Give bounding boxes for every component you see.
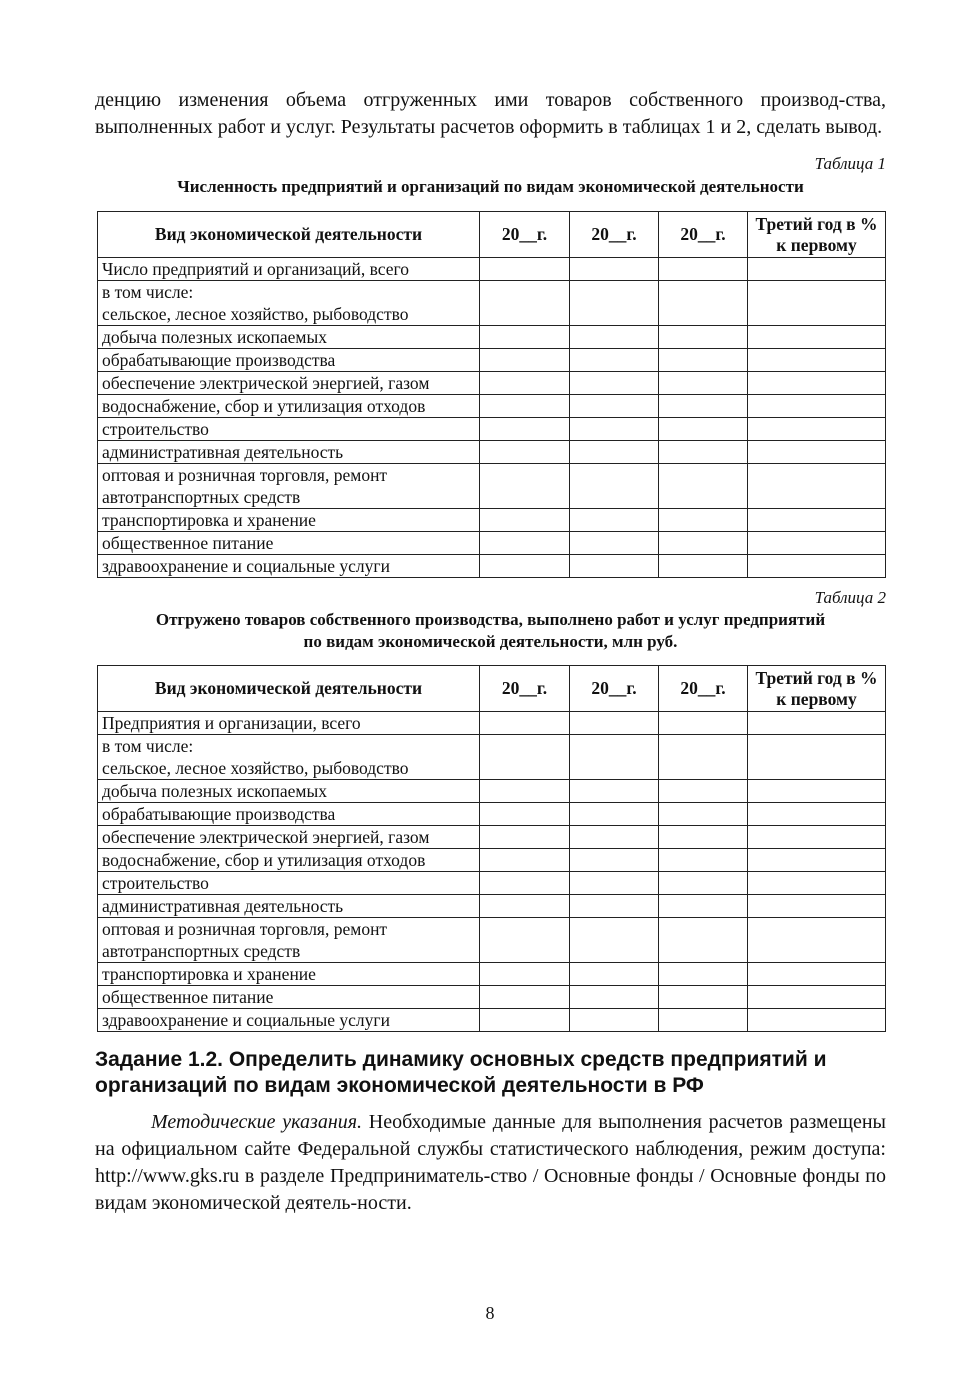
row-label-cell [98,986,480,1009]
table1-title: Численность предприятий и организаций по видам экономической деятельности [177,177,804,196]
value-cell [480,532,570,555]
row-label: добыча полезных ископаемых [102,781,327,801]
value-cell [748,872,886,895]
row-label: Число предприятий и организаций, всего [102,259,410,279]
table-row [98,441,886,464]
value-cell [659,418,748,441]
value-cell [659,963,748,986]
value-cell [659,872,748,895]
row-label-cell [98,712,480,735]
value-cell [480,395,570,418]
value-cell [748,826,886,849]
value-cell [748,532,886,555]
value-cell [480,258,570,281]
task-heading: Задание 1.2. Определить динамику основных средств предприятий и организаций по видам экономической деятельности в РФ [95,1048,827,1097]
value-cell [570,712,659,735]
table-row [98,395,886,418]
document-page [95,88,886,1217]
value-cell [480,918,570,963]
table2-header-row [98,666,886,712]
value-cell [748,509,886,532]
value-cell [748,418,886,441]
table1-caption: Таблица 1 [814,154,886,173]
row-label: общественное питание [102,533,274,553]
table2 [97,665,886,1032]
table-row [98,1009,886,1032]
table-row [98,555,886,578]
value-cell [480,326,570,349]
table1 [97,211,886,578]
row-label: оптовая и розничная торговля, ремонт [102,465,388,485]
table-row [98,895,886,918]
value-cell [570,735,659,780]
row-label: Предприятия и организации, всего [102,713,361,733]
value-cell [480,509,570,532]
row-label: общественное питание [102,987,274,1007]
value-cell [659,258,748,281]
value-cell [748,395,886,418]
row-label: водоснабжение, сбор и утилизация отходов [102,396,426,416]
row-label: обрабатывающие производства [102,804,336,824]
table-row [98,712,886,735]
value-cell [570,509,659,532]
row-label-cell [98,418,480,441]
row-label-cell [98,395,480,418]
value-cell [659,918,748,963]
value-cell [480,441,570,464]
table-row [98,803,886,826]
value-cell [480,826,570,849]
row-label-cell [98,872,480,895]
value-cell [748,780,886,803]
value-cell [570,918,659,963]
value-cell [570,803,659,826]
page-number: 8 [485,1303,495,1323]
value-cell [570,826,659,849]
row-label-cell [98,326,480,349]
table2-title-line-1: Отгружено товаров собственного производства, выполнено работ и услуг предприятий [155,610,826,629]
value-cell [748,963,886,986]
value-cell [570,780,659,803]
table2-header-year-1: 20__г. [480,666,570,712]
row-label-continued: автотранспортных средств [102,941,301,961]
value-cell [570,963,659,986]
value-cell [570,326,659,349]
table1-header-year-3: 20__г. [659,212,748,258]
table-row [98,464,886,509]
value-cell [659,464,748,509]
value-cell [659,441,748,464]
value-cell [570,555,659,578]
row-label-cell [98,555,480,578]
value-cell [659,326,748,349]
value-cell [480,780,570,803]
value-cell [659,986,748,1009]
value-cell [659,555,748,578]
row-label: здравоохранение и социальные услуги [102,556,390,576]
row-label-cell [98,441,480,464]
value-cell [659,281,748,326]
value-cell [748,326,886,349]
table2-caption: Таблица 2 [814,588,886,607]
row-label-continued: автотранспортных средств [102,487,301,507]
value-cell [748,712,886,735]
value-cell [570,441,659,464]
value-cell [480,963,570,986]
value-cell [570,872,659,895]
table2-title-line-2: по видам экономической деятельности, млн руб. [303,632,678,651]
row-label: транспортировка и хранение [102,964,316,984]
row-label: строительство [102,873,209,893]
value-cell [570,372,659,395]
value-cell [659,349,748,372]
value-cell [480,803,570,826]
value-cell [659,509,748,532]
table-row [98,872,886,895]
method-paragraph [95,1109,886,1217]
row-label: оптовая и розничная торговля, ремонт [102,919,388,939]
value-cell [659,780,748,803]
row-label: транспортировка и хранение [102,510,316,530]
table2-header-year-2: 20__г. [570,666,659,712]
table-row [98,532,886,555]
row-label: обрабатывающие производства [102,350,336,370]
table-row [98,258,886,281]
row-label: в том числе: [102,282,194,302]
value-cell [748,441,886,464]
table1-header-activity: Вид экономической деятельности [98,212,480,258]
row-label: добыча полезных ископаемых [102,327,327,347]
row-label-continued: сельское, лесное хозяйство, рыбоводство [102,758,409,778]
value-cell [659,895,748,918]
value-cell [570,1009,659,1032]
table-row [98,918,886,963]
value-cell [748,895,886,918]
row-label-cell [98,532,480,555]
row-label: административная деятельность [102,896,344,916]
row-label-cell [98,895,480,918]
value-cell [570,532,659,555]
row-label: водоснабжение, сбор и утилизация отходов [102,850,426,870]
value-cell [748,258,886,281]
table1-header-year-1: 20__г. [480,212,570,258]
intro-paragraph: денцию изменения объема отгруженных ими товаров собственного производ-ства, выполненных работ и услуг. Результаты расчетов оформить в таблицах 1 и 2, сделать вывод. [95,89,886,138]
row-label-cell [98,963,480,986]
table-row [98,509,886,532]
value-cell [748,803,886,826]
value-cell [748,372,886,395]
value-cell [480,735,570,780]
row-label: обеспечение электрической энергией, газом [102,827,430,847]
table-row [98,986,886,1009]
row-label: обеспечение электрической энергией, газом [102,373,430,393]
row-label-cell [98,258,480,281]
value-cell [570,418,659,441]
table-row [98,826,886,849]
value-cell [570,895,659,918]
value-cell [748,349,886,372]
table-row [98,326,886,349]
value-cell [748,281,886,326]
value-cell [570,986,659,1009]
value-cell [480,712,570,735]
table-row [98,849,886,872]
method-lead: Методические указания. [151,1111,363,1133]
value-cell [480,986,570,1009]
table-row [98,281,886,326]
value-cell [659,532,748,555]
row-label-cell [98,464,480,509]
row-label: здравоохранение и социальные услуги [102,1010,390,1030]
row-label-cell [98,509,480,532]
value-cell [480,1009,570,1032]
value-cell [570,281,659,326]
value-cell [570,395,659,418]
row-label-cell [98,372,480,395]
value-cell [748,555,886,578]
value-cell [480,372,570,395]
value-cell [570,258,659,281]
value-cell [748,849,886,872]
row-label-cell [98,826,480,849]
table2-header-activity: Вид экономической деятельности [98,666,480,712]
table1-header-year-2: 20__г. [570,212,659,258]
table-row [98,418,886,441]
row-label-continued: сельское, лесное хозяйство, рыбоводство [102,304,409,324]
value-cell [570,464,659,509]
table-row [98,349,886,372]
value-cell [570,349,659,372]
table-row [98,372,886,395]
table-row [98,780,886,803]
row-label-cell [98,918,480,963]
value-cell [480,555,570,578]
value-cell [748,735,886,780]
value-cell [748,1009,886,1032]
method-text: Необходимые данные для выполнения расчетов размещены на официальном сайте Федеральной службы статистического наблюдения, режим доступа: http://www.gks.ru в разделе Предприниматель-ство / Основные фонды / Основные фонды по видам экономической деятель-ности. [95,1111,886,1214]
value-cell [480,895,570,918]
table2-header-year-3: 20__г. [659,666,748,712]
table1-header-ratio: Третий год в % к первому [748,212,886,258]
row-label: административная деятельность [102,442,344,462]
row-label-cell [98,1009,480,1032]
value-cell [659,735,748,780]
value-cell [480,464,570,509]
value-cell [659,372,748,395]
value-cell [659,712,748,735]
row-label-cell [98,735,480,780]
table2-title [95,609,886,653]
table1-header-row [98,212,886,258]
table-row [98,735,886,780]
row-label: строительство [102,419,209,439]
value-cell [748,918,886,963]
row-label-cell [98,849,480,872]
value-cell [480,872,570,895]
value-cell [659,849,748,872]
value-cell [480,349,570,372]
row-label-cell [98,349,480,372]
table-row [98,963,886,986]
value-cell [748,464,886,509]
row-label-cell [98,780,480,803]
value-cell [659,826,748,849]
value-cell [480,849,570,872]
row-label-cell [98,281,480,326]
value-cell [570,849,659,872]
row-label: в том числе: [102,736,194,756]
value-cell [480,418,570,441]
value-cell [748,986,886,1009]
value-cell [659,395,748,418]
value-cell [659,803,748,826]
table2-header-ratio: Третий год в % к первому [748,666,886,712]
value-cell [480,281,570,326]
row-label-cell [98,803,480,826]
value-cell [659,1009,748,1032]
